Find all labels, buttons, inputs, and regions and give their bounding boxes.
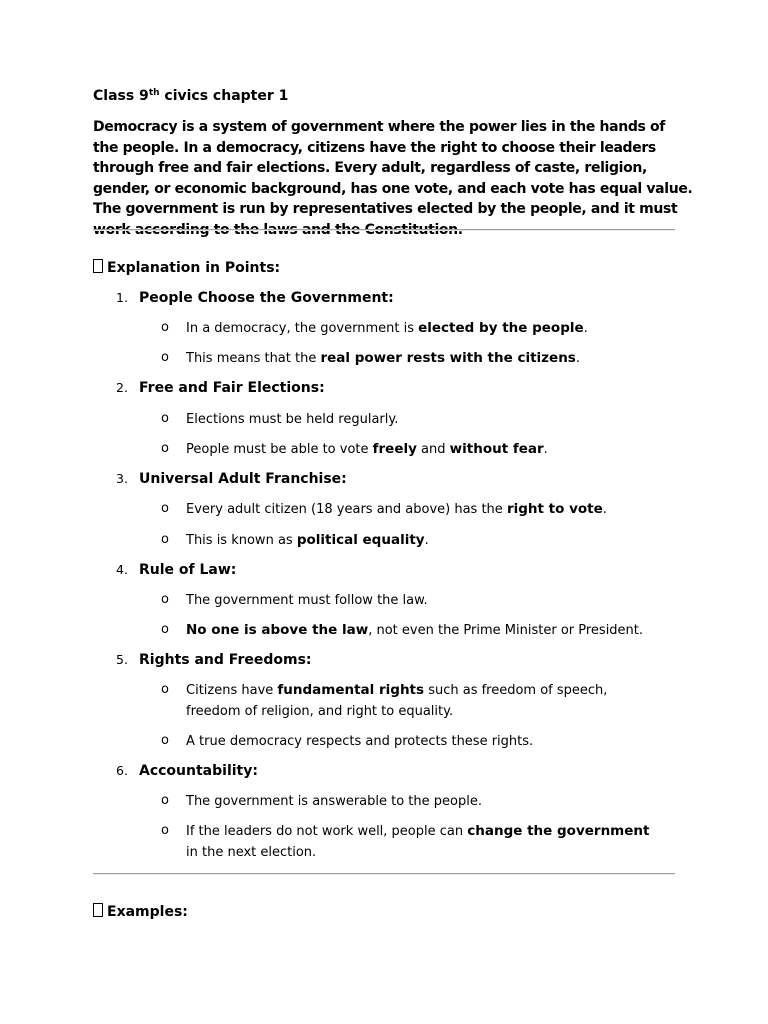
text-run: Elections must be held regularly. xyxy=(186,412,399,427)
missing-glyph-icon xyxy=(93,903,103,917)
bullet-text xyxy=(186,791,656,812)
title-superscript: th xyxy=(148,88,160,98)
bullet-text xyxy=(186,499,656,520)
examples-heading-text: Examples: xyxy=(107,904,188,920)
bullet-marker: o xyxy=(161,501,169,516)
point-title: Rights and Freedoms: xyxy=(139,652,312,668)
bullet-marker: o xyxy=(161,350,169,365)
text-run: Every adult citizen (18 years and above) has the xyxy=(186,502,507,517)
point-title: People Choose the Government: xyxy=(139,290,394,306)
text-run: , not even the Prime Minister or President. xyxy=(368,623,644,638)
point-number: 4. xyxy=(116,562,128,577)
text-run: and xyxy=(416,442,450,457)
bold-text-run: change the government xyxy=(467,823,650,839)
bullet-text xyxy=(186,318,656,339)
bullet-text xyxy=(186,409,656,430)
bullet-text xyxy=(186,731,656,752)
point-title: Universal Adult Franchise: xyxy=(139,471,347,487)
bold-text-run: fundamental rights xyxy=(277,682,425,698)
bold-text-run: right to vote xyxy=(506,501,603,517)
bullet-text xyxy=(186,620,656,641)
bold-text-run: political equality xyxy=(296,532,425,548)
point-number: 5. xyxy=(116,652,128,667)
explanation-heading xyxy=(93,258,280,278)
text-run: The government must follow the law. xyxy=(186,593,428,608)
bold-text-run: No one is above the law xyxy=(186,622,369,638)
title-prefix: Class 9 xyxy=(93,88,149,104)
bullet-marker: o xyxy=(161,682,169,697)
bold-text-run: without fear xyxy=(449,441,544,457)
point-number: 1. xyxy=(116,290,128,305)
text-run: in the next election. xyxy=(186,845,317,860)
bullet-marker: o xyxy=(161,532,169,547)
text-run: In a democracy, the government is xyxy=(186,321,419,336)
bullet-marker: o xyxy=(161,793,169,808)
bullet-marker: o xyxy=(161,622,169,637)
examples-heading xyxy=(93,902,188,922)
bold-text-run: elected by the people xyxy=(418,320,584,336)
text-run: . xyxy=(575,351,580,366)
bullet-marker: o xyxy=(161,733,169,748)
document-title xyxy=(93,86,288,106)
text-run: . xyxy=(543,442,548,457)
text-run: such as freedom of speech, freedom of religion, and right to equality. xyxy=(186,683,608,719)
text-run: This is known as xyxy=(186,533,297,548)
text-run: This means that the xyxy=(186,351,321,366)
point-number: 2. xyxy=(116,380,128,395)
bullet-text xyxy=(186,348,656,369)
text-run: A true democracy respects and protects these rights. xyxy=(186,734,534,749)
bullet-text xyxy=(186,590,656,611)
missing-glyph-icon xyxy=(93,259,103,273)
point-title: Accountability: xyxy=(139,763,258,779)
bullet-text xyxy=(186,821,656,863)
text-run: If the leaders do not work well, people can xyxy=(186,824,468,839)
divider-top xyxy=(93,229,675,231)
text-run: Citizens have xyxy=(186,683,278,698)
bold-text-run: real power rests with the citizens xyxy=(320,350,576,366)
text-run: . xyxy=(602,502,607,517)
bullet-marker: o xyxy=(161,592,169,607)
bullet-marker: o xyxy=(161,441,169,456)
point-number: 3. xyxy=(116,471,128,486)
bullet-marker: o xyxy=(161,320,169,335)
bullet-text xyxy=(186,530,656,551)
text-run: . xyxy=(424,533,429,548)
point-number: 6. xyxy=(116,763,128,778)
bold-text-run: freely xyxy=(372,441,417,457)
bullet-marker: o xyxy=(161,823,169,838)
explanation-heading-text: Explanation in Points: xyxy=(107,260,281,276)
point-title: Rule of Law: xyxy=(139,562,237,578)
title-suffix: civics chapter 1 xyxy=(159,88,289,104)
bullet-text xyxy=(186,680,656,722)
intro-paragraph: Democracy is a system of government where the power lies in the hands of the people. In a democracy, citizens have the right to choose their leaders through free and fair elections. Every adult, regardless of caste, religion, gender, or economic background, has one vote, and each vote has equal value. The government is run by representatives elected by the people, and it must work according to the laws and the Constitution. xyxy=(93,119,693,238)
point-title: Free and Fair Elections: xyxy=(139,380,325,396)
text-run: . xyxy=(583,321,588,336)
divider-bottom xyxy=(93,873,675,875)
bullet-marker: o xyxy=(161,411,169,426)
text-run: People must be able to vote xyxy=(186,442,373,457)
bullet-text xyxy=(186,439,656,460)
text-run: The government is answerable to the people. xyxy=(186,794,482,809)
